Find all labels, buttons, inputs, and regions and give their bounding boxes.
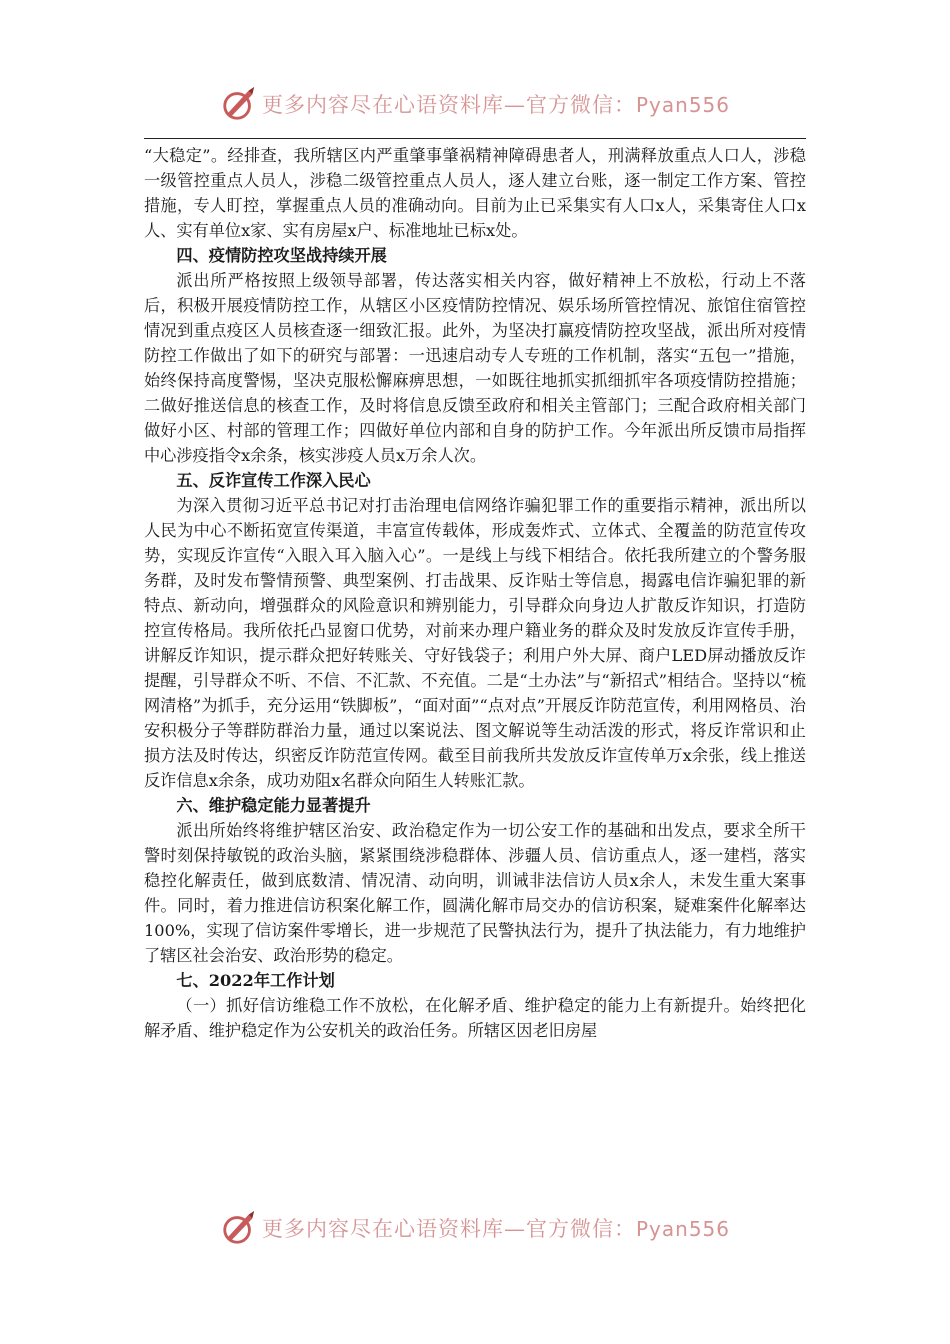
footer-banner-text: 更多内容尽在心语资料库—官方微信：Pyan556: [261, 1217, 730, 1241]
footer-wechat-id: Pyan556: [635, 1217, 730, 1241]
header-wechat-id: Pyan556: [635, 93, 730, 117]
section-heading-4: 四、疫情防控攻坚战持续开展: [176, 246, 387, 265]
section-heading-5: 五、反诈宣传工作深入民心: [176, 471, 371, 490]
section-heading-7: 七、2022年工作计划: [176, 971, 335, 990]
footer-banner: [0, 1206, 950, 1250]
paragraph-continued: “大稳定”。经排查，我所辖区内严重肇事肇祸精神障碍患者人，刑满释放重点人口人，涉稳一级管控重点人员人，涉稳二级管控重点人员人，逐人建立台账，逐一制定工作方案、管控措施，专人盯控，掌握重点人员的准确动向。目前为止已采集实有人口x人，采集寄住人口x人、实有单位x家、实有房屋x户、标准地址已标x处。: [144, 146, 806, 240]
header-banner: [0, 82, 950, 126]
writing-logo-icon: [220, 85, 258, 123]
section-heading-6: 六、维护稳定能力显著提升: [176, 796, 371, 815]
header-banner-text: 更多内容尽在心语资料库—官方微信：Pyan556: [261, 93, 730, 117]
document-body: [144, 143, 806, 1043]
header-divider: [144, 138, 806, 139]
paragraph-section-4: 派出所严格按照上级领导部署，传达落实相关内容，做好精神上不放松，行动上不落后，积极开展疫情防控工作，从辖区小区疫情防控情况、娱乐场所管控情况、旅馆住宿管控情况到重点疫区人员核查逐一细致汇报。此外，为坚决打赢疫情防控攻坚战，派出所对疫情防控工作做出了如下的研究与部署：一迅速启动专人专班的工作机制，落实“五包一”措施，始终保持高度警惕，坚决克服松懈麻痹思想，一如既往地抓实抓细抓牢各项疫情防控措施；二做好推送信息的核查工作，及时将信息反馈至政府和相关主管部门；三配合政府相关部门做好小区、村部的管理工作；四做好单位内部和自身的防护工作。今年派出所反馈市局指挥中心涉疫指令x余条，核实涉疫人员x万余人次。: [144, 271, 806, 465]
paragraph-section-6: 派出所始终将维护辖区治安、政治稳定作为一切公安工作的基础和出发点，要求全所干警时刻保持敏锐的政治头脑，紧紧围绕涉稳群体、涉疆人员、信访重点人，逐一建档，落实稳控化解责任，做到底数清、情况清、动向明，训诫非法信访人员x余人，未发生重大案事件。同时，着力推进信访积案化解工作，圆满化解市局交办的信访积案，疑难案件化解率达100%，实现了信访案件零增长，进一步规范了民警执法行为，提升了执法能力，有力地维护了辖区社会治安、政治形势的稳定。: [144, 821, 806, 965]
paragraph-section-7: （一）抓好信访维稳工作不放松，在化解矛盾、维护稳定的能力上有新提升。始终把化解矛盾、维护稳定作为公安机关的政治任务。所辖区因老旧房屋: [144, 996, 806, 1040]
writing-logo-icon: [220, 1209, 258, 1247]
paragraph-section-5: 为深入贯彻习近平总书记对打击治理电信网络诈骗犯罪工作的重要指示精神，派出所以人民为中心不断拓宽宣传渠道，丰富宣传载体，形成轰炸式、立体式、全覆盖的防范宣传攻势，实现反诈宣传“入眼入耳入脑入心”。一是线上与线下相结合。依托我所建立的个警务服务群，及时发布警情预警、典型案例、打击战果、反诈贴士等信息，揭露电信诈骗犯罪的新特点、新动向，增强群众的风险意识和辨别能力，引导群众向身边人扩散反诈知识，打造防控宣传格局。我所依托凸显窗口优势，对前来办理户籍业务的群众及时发放反诈宣传手册，讲解反诈知识，提示群众把好转账关、守好钱袋子；利用户外大屏、商户LED屏动播放反诈提醒，引导群众不听、不信、不汇款、不充值。二是“土办法”与“新招式”相结合。坚持以“梳网清格”为抓手，充分运用“铁脚板”，“面对面”“点对点”开展反诈防范宣传，利用网格员、治安积极分子等群防群治力量，通过以案说法、图文解说等生动活泼的形式，将反诈常识和止损方法及时传达，织密反诈防范宣传网。截至目前我所共发放反诈宣传单万x余张，线上推送反诈信息x余条，成功劝阻x名群众向陌生人转账汇款。: [144, 496, 806, 790]
